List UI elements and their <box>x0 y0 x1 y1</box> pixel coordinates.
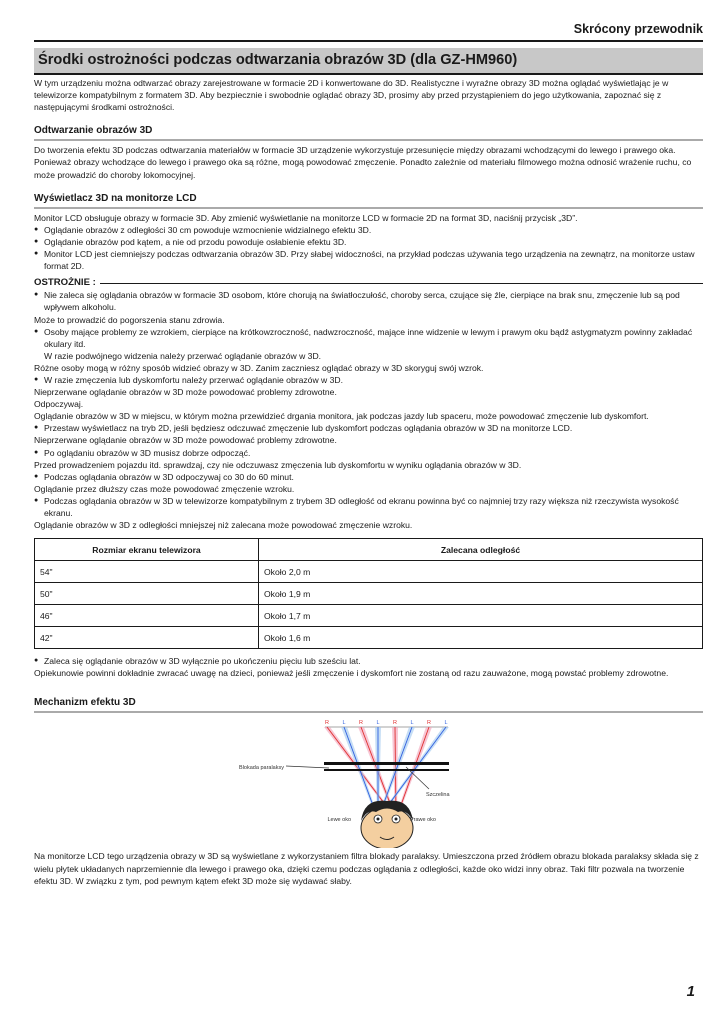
table-cell: Około 1,7 m <box>259 605 703 627</box>
caution-heading-label: OSTROŻNIE : <box>34 277 96 289</box>
pixel-column-label: R <box>359 720 363 727</box>
header-divider <box>34 40 703 42</box>
main-content <box>34 77 703 887</box>
mechanism-text: Na monitorze LCD tego urządzenia obrazy w 3D są wyświetlane z wykorzystaniem filtra blokady paralaksy. Umieszczona przed źródłem obrazu blokada paralaksy składa się z wielu płytek układanych naprzemiennie dla lewego i prawego oka, dzięki czemu podczas oglądania z odległości, każde oko widzi inny obraz. Taki filtr pozwala na tworzenie efektu 3D. W związku z tym, pod pewnym kątem efekt 3D może się wydawać słaby. <box>34 851 699 886</box>
table-cell: Około 1,6 m <box>259 627 703 649</box>
list-item: ● Zaleca się oglądanie obrazów w 3D wyłącznie po ukończeniu pięciu lub sześciu lat. <box>34 655 703 667</box>
table-row <box>35 561 703 583</box>
caution-note: Odpoczywaj. <box>34 399 84 410</box>
pixel-column-label: L <box>376 720 380 727</box>
section-heading-3d-playback: Odtwarzanie obrazów 3D <box>34 125 703 141</box>
section-text-lcd-3d: Monitor LCD obsługuje obrazy w formacie 3D. Aby zmienić wyświetlanie na monitorze LCD w formacie 2D na format 3D, naciśnij przycisk „3D”. <box>34 212 578 223</box>
caution-note: Oglądanie obrazów w 3D w miejscu, w którym można przewidzieć drgania monitora, jak podczas jazdy lub spaceru, może powodować zmęczenie lub dyskomfort. <box>34 411 649 422</box>
caution-note: Może to prowadzić do pogorszenia stanu zdrowia. <box>34 314 225 325</box>
barrier-leader-line <box>286 766 329 768</box>
parallax-diagram-svg <box>34 713 703 848</box>
table-row <box>35 627 703 649</box>
list-item: ● Oglądanie obrazów pod kątem, a nie od przodu powoduje osłabienie efektu 3D. <box>34 236 703 248</box>
caution-item: ● Podczas oglądania obrazów w 3D odpoczywaj co 30 do 60 minut. <box>34 471 703 483</box>
page-number: 1 <box>686 983 695 1000</box>
table-cell: 46" <box>35 605 259 627</box>
table-cell: Około 2,0 m <box>259 561 703 583</box>
pixel-column-label: R <box>427 720 431 727</box>
caution-note: Oglądanie obrazów w 3D z odległości mniejszej niż zalecana może powodować zmęczenie wzroku. <box>34 520 413 531</box>
caution-note: Oglądanie przez dłuższy czas może powodować zmęczenie wzroku. <box>34 483 295 494</box>
table-header-cell: Rozmiar ekranu telewizora <box>35 539 259 561</box>
pixel-column-label: L <box>342 720 346 727</box>
viewer-face-icon <box>361 801 413 848</box>
left-eye-label: Lewe oko <box>327 817 351 824</box>
pixel-column-label: L <box>444 720 448 727</box>
caution-item: ● Nie zaleca się oglądania obrazów w formacie 3D osobom, które chorują na światłoczułość, choroby serca, czujące się źle, cierpiące na brak snu, zmęczenie lub są pod wpływem alkoholu. <box>34 289 703 313</box>
caution-subnote: W razie podwójnego widzenia należy przerwać oglądanie obrazów w 3D. <box>44 350 322 361</box>
caution-note: Różne osoby mogą w różny sposób widzieć obrazy w 3D. Zanim zaczniesz oglądać obrazy w 3D skoryguj swój wzrok. <box>34 362 484 373</box>
list-item: ● Monitor LCD jest ciemniejszy podczas odtwarzania obrazów 3D. Przy słabej widoczności, na przykład podczas używania tego urządzenia na zewnątrz, na monitorze ustaw format 2D. <box>34 248 703 272</box>
parallax-barrier-bar <box>324 762 449 765</box>
table-header-cell: Zalecana odległość <box>259 539 703 561</box>
caution-note: Nieprzerwane oglądanie obrazów w 3D może powodować problemy zdrowotne. <box>34 387 337 398</box>
table-cell: 54" <box>35 561 259 583</box>
caution-item: ● Podczas oglądania obrazów w 3D w telewizorze kompatybilnym z trybem 3D odległość od ekranu powinna być co najmniej trzy razy większa niż rzeczywista wysokość ekranu. <box>34 495 703 519</box>
table-row <box>35 583 703 605</box>
section-label: Skrócony przewodnik <box>573 22 703 36</box>
distance-table <box>34 538 703 649</box>
table-header-row <box>35 539 703 561</box>
parallax-diagram <box>34 713 703 848</box>
caution-item: ● Po oglądaniu obrazów w 3D musisz dobrze odpocząć. <box>34 447 703 459</box>
section-heading-lcd-3d: Wyświetlacz 3D na monitorze LCD <box>34 193 703 209</box>
pixel-column-label: R <box>325 720 329 727</box>
intro-paragraph: W tym urządzeniu można odtwarzać obrazy zarejestrowane w formacie 2D i konwertowane do 3D. Realistyczne i wyraźne obrazy 3D można oglądać wyświetlając je w telewizorze kompatybilnym z formatem 3D. Aby bezpiecznie i swobodnie oglądać obrazy 3D, prosimy aby przed przystąpieniem do jego użytkowania, zapoznać się z następującymi środkami ostrożności. <box>34 78 669 113</box>
caution-note: Nieprzerwane oglądanie obrazów w 3D może powodować problemy zdrowotne. <box>34 435 337 446</box>
section-heading-mechanism: Mechanizm efektu 3D <box>34 697 703 713</box>
table-cell: Około 1,9 m <box>259 583 703 605</box>
right-eye-label: Prawe oko <box>410 817 436 824</box>
table-cell: 50" <box>35 583 259 605</box>
section-text-3d-playback: Do tworzenia efektu 3D podczas odtwarzania materiałów w formacie 3D urządzenie wykorzystuje przesunięcie między obrazami wchodzącymi do lewego i prawego oka. Ponieważ obrazy wchodzące do lewego i prawego oka są różne, mogą powodować zmęczenie. Ponadto zależnie od materiału filmowego można odnosić wrażenie ruchu, co może prowadzić do choroby lokomocyjnej. <box>34 145 692 180</box>
display-bar <box>324 769 449 771</box>
caution-heading <box>34 277 703 289</box>
title-bar <box>34 48 703 75</box>
table-cell: 42" <box>35 627 259 649</box>
guardian-note: Opiekunowie powinni dokładnie zwracać uwagę na dzieci, ponieważ jeśli zmęczenie i dyskomfort nie zostaną od razu zauważone, mogą powstać problemy zdrowotne. <box>34 668 669 679</box>
caution-item: ● W razie zmęczenia lub dyskomfortu należy przerwać oglądanie obrazów w 3D. <box>34 374 703 386</box>
barrier-label: Blokada paralaksy <box>239 765 284 772</box>
caution-divider <box>100 283 703 284</box>
slit-label: Szczelina <box>426 792 450 799</box>
pixel-column-label: R <box>393 720 397 727</box>
table-row <box>35 605 703 627</box>
list-item: ● Oglądanie obrazów z odległości 30 cm powoduje wzmocnienie widzialnego efektu 3D. <box>34 224 703 236</box>
caution-item: ● Osoby mające problemy ze wzrokiem, cierpiące na krótkowzroczność, nadwzroczność, mające inne widzenie w lewym i prawym oku bądź astygmatyzm powinny zakładać okulary itd. <box>34 326 703 350</box>
caution-item: ● Przestaw wyświetlacz na tryb 2D, jeśli będziesz odczuwać zmęczenie lub dyskomfort podczas oglądania obrazów w 3D na monitorze LCD. <box>34 422 703 434</box>
caution-note: Przed prowadzeniem pojazdu itd. sprawdzaj, czy nie odczuwasz zmęczenia lub dyskomfortu w wyniku oglądania obrazów w 3D. <box>34 459 522 470</box>
page-title: Środki ostrożności podczas odtwarzania obrazów 3D (dla GZ-HM960) <box>38 52 518 68</box>
pixel-column-label: L <box>410 720 414 727</box>
